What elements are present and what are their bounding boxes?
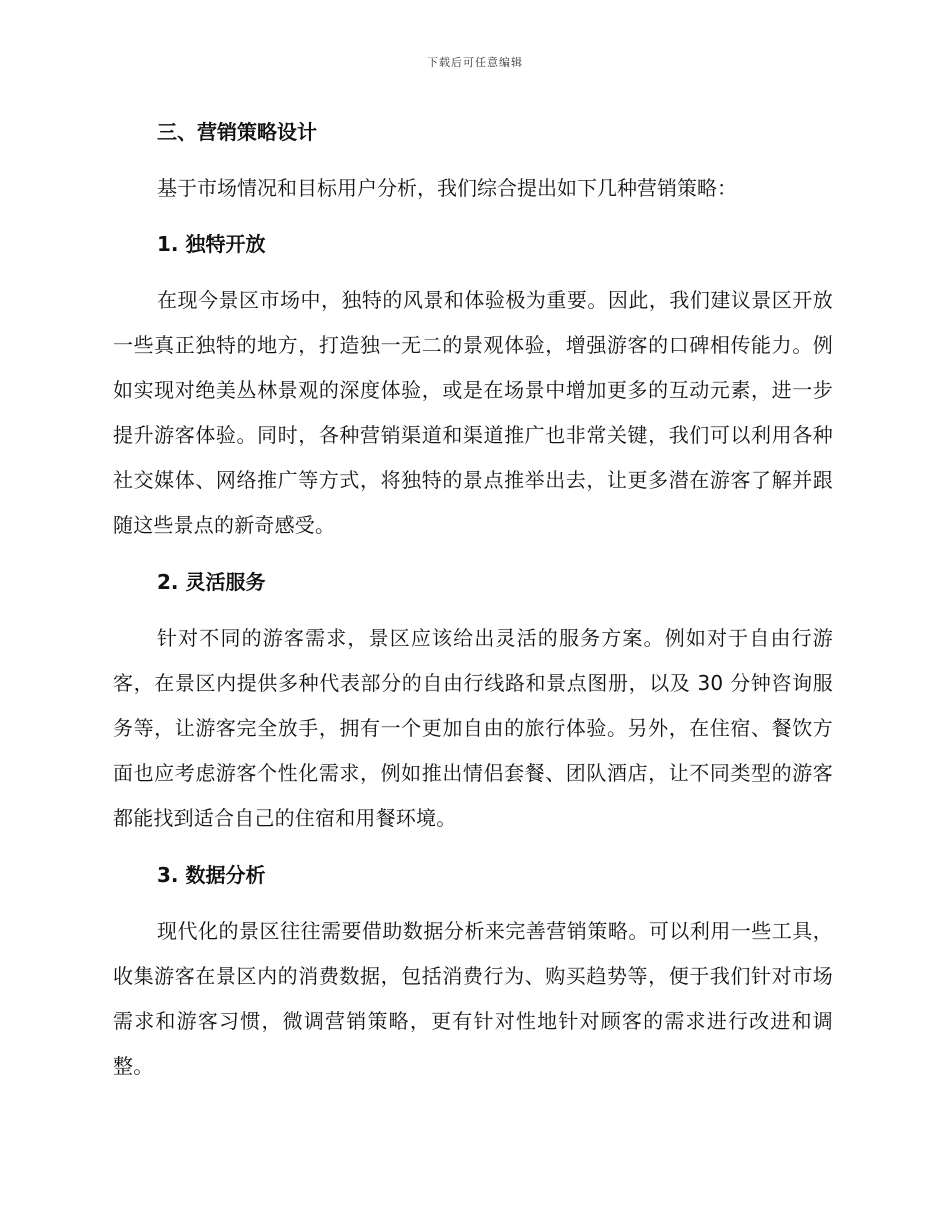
section-intro: 基于市场情况和目标用户分析，我们综合提出如下几种营销策略： xyxy=(157,176,737,200)
strategy-body-unique-opening: 在现今景区市场中，独特的风景和体验极为重要。因此，我们建议景区开放一些真正独特的地方，打造独一无二的景观体验，增强游客的口碑相传能力。例如实现对绝美丛林景观的深度体验，或是在场景中增加更多的互动元素，进一步提升游客体验。同时，各种营销渠道和渠道推广也非常关键，我们可以利用各种社交媒体、网络推广等方式，将独特的景点推举出去，让更多潜在游客了解并跟随这些景点的新奇感受。 xyxy=(113,288,833,537)
strategy-body-data-analysis: 现代化的景区往往需要借助数据分析来完善营销策略。可以利用一些工具，收集游客在景区内的消费数据，包括消费行为、购买趋势等，便于我们针对市场需求和游客习惯，微调营销策略，更有针对性地针对顾客的需求进行改进和调整。 xyxy=(113,919,833,1078)
section-title: 三、营销策略设计 xyxy=(157,120,317,144)
strategy-title-unique-opening: 1. 独特开放 xyxy=(157,232,266,256)
document-body xyxy=(113,110,833,1101)
page-header: 下载后可任意编辑 xyxy=(427,56,523,69)
strategy-title-data-analysis: 3. 数据分析 xyxy=(157,863,266,887)
strategy-body-flexible-service: 针对不同的游客需求，景区应该给出灵活的服务方案。例如对于自由行游客，在景区内提供多种代表部分的自由行线路和景点图册，以及 30 分钟咨询服务等，让游客完全放手，拥有一个更加自由的旅行体验。另外，在住宿、餐饮方面也应考虑游客个性化需求，例如推出情侣套餐、团队酒店，让不同类型的游客都能找到适合自己的住宿和用餐环境。 xyxy=(113,626,833,830)
strategy-title-flexible-service: 2. 灵活服务 xyxy=(157,570,266,594)
